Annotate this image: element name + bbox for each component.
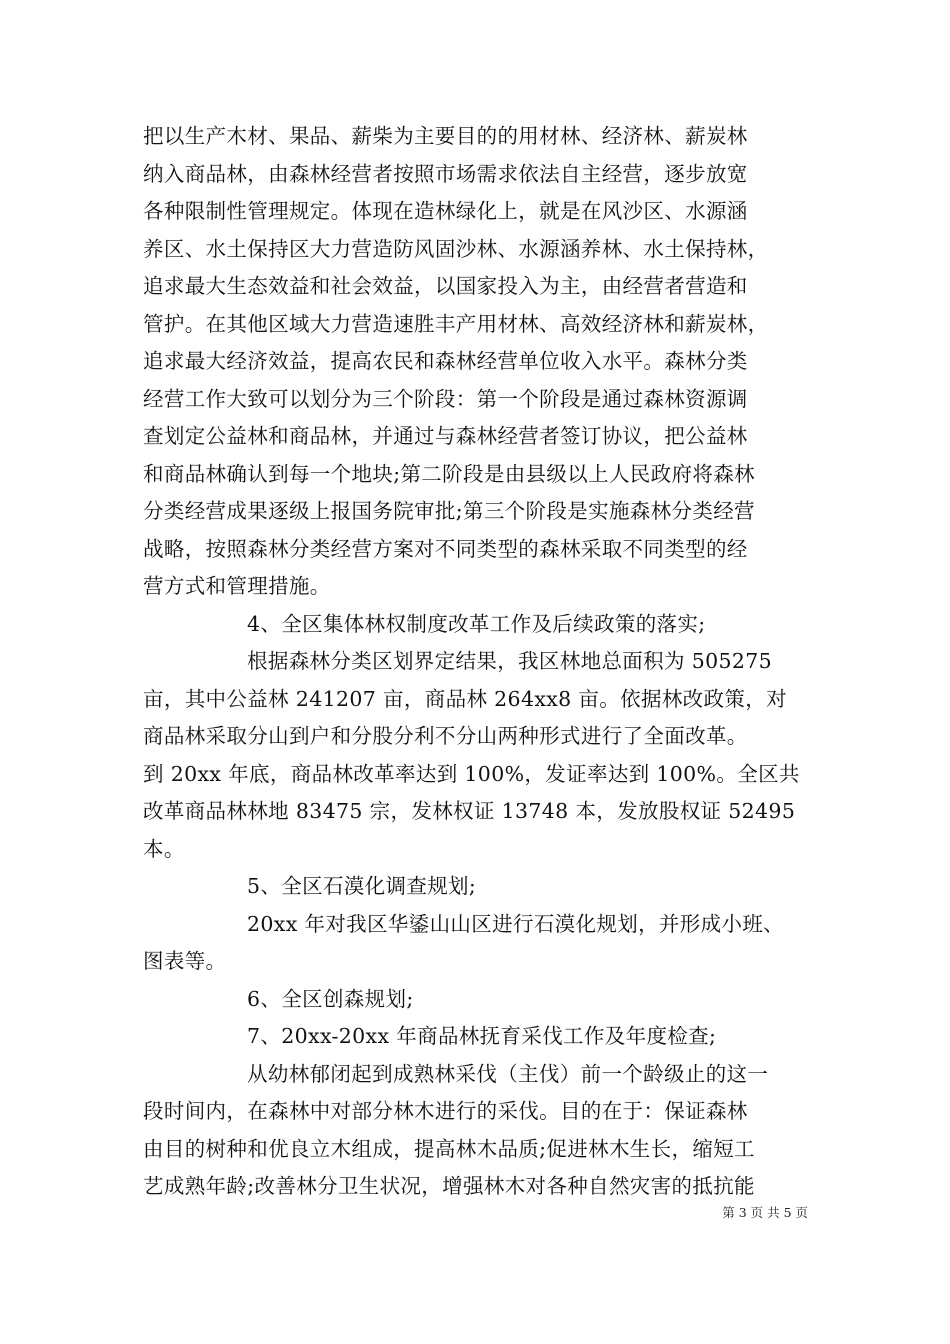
text-line: 把以生产木材、果品、薪柴为主要目的的用材林、经济林、薪炭林: [143, 124, 748, 148]
text-line: 战略，按照森林分类经营方案对不同类型的森林采取不同类型的经: [143, 536, 748, 561]
text-line: 从幼林郁闭起到成熟林采伐（主伐）前一个龄级止的这一: [247, 1061, 769, 1086]
text-line: 本。: [143, 836, 185, 861]
text-line: 到 20xx 年底，商品林改革率达到 100%，发证率达到 100%。全区共: [143, 761, 800, 786]
text-line: 20xx 年对我区华鋈山山区进行石漠化规划，并形成小班、: [247, 911, 785, 936]
text-line: 营方式和管理措施。: [143, 574, 331, 598]
text-line: 分类经营成果逐级上报国务院审批;第三个阶段是实施森林分类经营: [143, 499, 755, 523]
text-line: 追求最大经济效益，提高农民和森林经营单位收入水平。森林分类: [143, 349, 748, 373]
text-line: 和商品林确认到每一个地块;第二阶段是由县级以上人民政府将森林: [143, 461, 755, 486]
document-body: [143, 118, 811, 1206]
text-line: 纳入商品林，由森林经营者按照市场需求依法自主经营，逐步放宽: [143, 161, 748, 186]
text-line: 段时间内，在森林中对部分林木进行的采伐。目的在于：保证森林: [143, 1099, 748, 1123]
text-line: 养区、水土保持区大力营造防风固沙林、水源涵养林、水土保持林，: [143, 236, 769, 261]
text-line: 由目的树种和优良立木组成，提高林木品质;促进林木生长，缩短工: [143, 1136, 755, 1161]
text-line: 查划定公益林和商品林，并通过与森林经营者签订协议，把公益林: [143, 424, 748, 448]
text-line: 艺成熟年龄;改善林分卫生状况，增强林木对各种自然灾害的抵抗能: [143, 1174, 755, 1198]
text-line: 改革商品林林地 83475 宗，发林权证 13748 本，发放股权证 52495: [143, 799, 796, 823]
section-heading-4: 4、全区集体林权制度改革工作及后续政策的落实;: [247, 611, 706, 636]
text-line: 管护。在其他区域大力营造速胜丰产用材林、高效经济林和薪炭林，: [143, 311, 769, 336]
text-line: 追求最大生态效益和社会效益，以国家投入为主，由经营者营造和: [143, 274, 748, 298]
text-line: 图表等。: [143, 949, 227, 973]
section-heading-7: 7、20xx-20xx 年商品林抚育采伐工作及年度检查;: [247, 1024, 717, 1048]
text-line: 各种限制性管理规定。体现在造林绿化上，就是在风沙区、水源涵: [143, 199, 748, 223]
text-line: 经营工作大致可以划分为三个阶段：第一个阶段是通过森林资源调: [143, 386, 748, 411]
section-heading-5: 5、全区石漠化调查规划;: [247, 874, 477, 898]
text-line: 根据森林分类区划界定结果，我区林地总面积为 505275: [247, 649, 773, 673]
text-line: 商品林采取分山到户和分股分利不分山两种形式进行了全面改革。: [143, 724, 748, 748]
section-heading-6: 6、全区创森规划;: [247, 986, 414, 1011]
text-line: 亩，其中公益林 241207 亩，商品林 264xx8 亩。依据林改政策，对: [143, 686, 787, 711]
page-number: 第 3 页 共 5 页: [722, 1205, 808, 1220]
